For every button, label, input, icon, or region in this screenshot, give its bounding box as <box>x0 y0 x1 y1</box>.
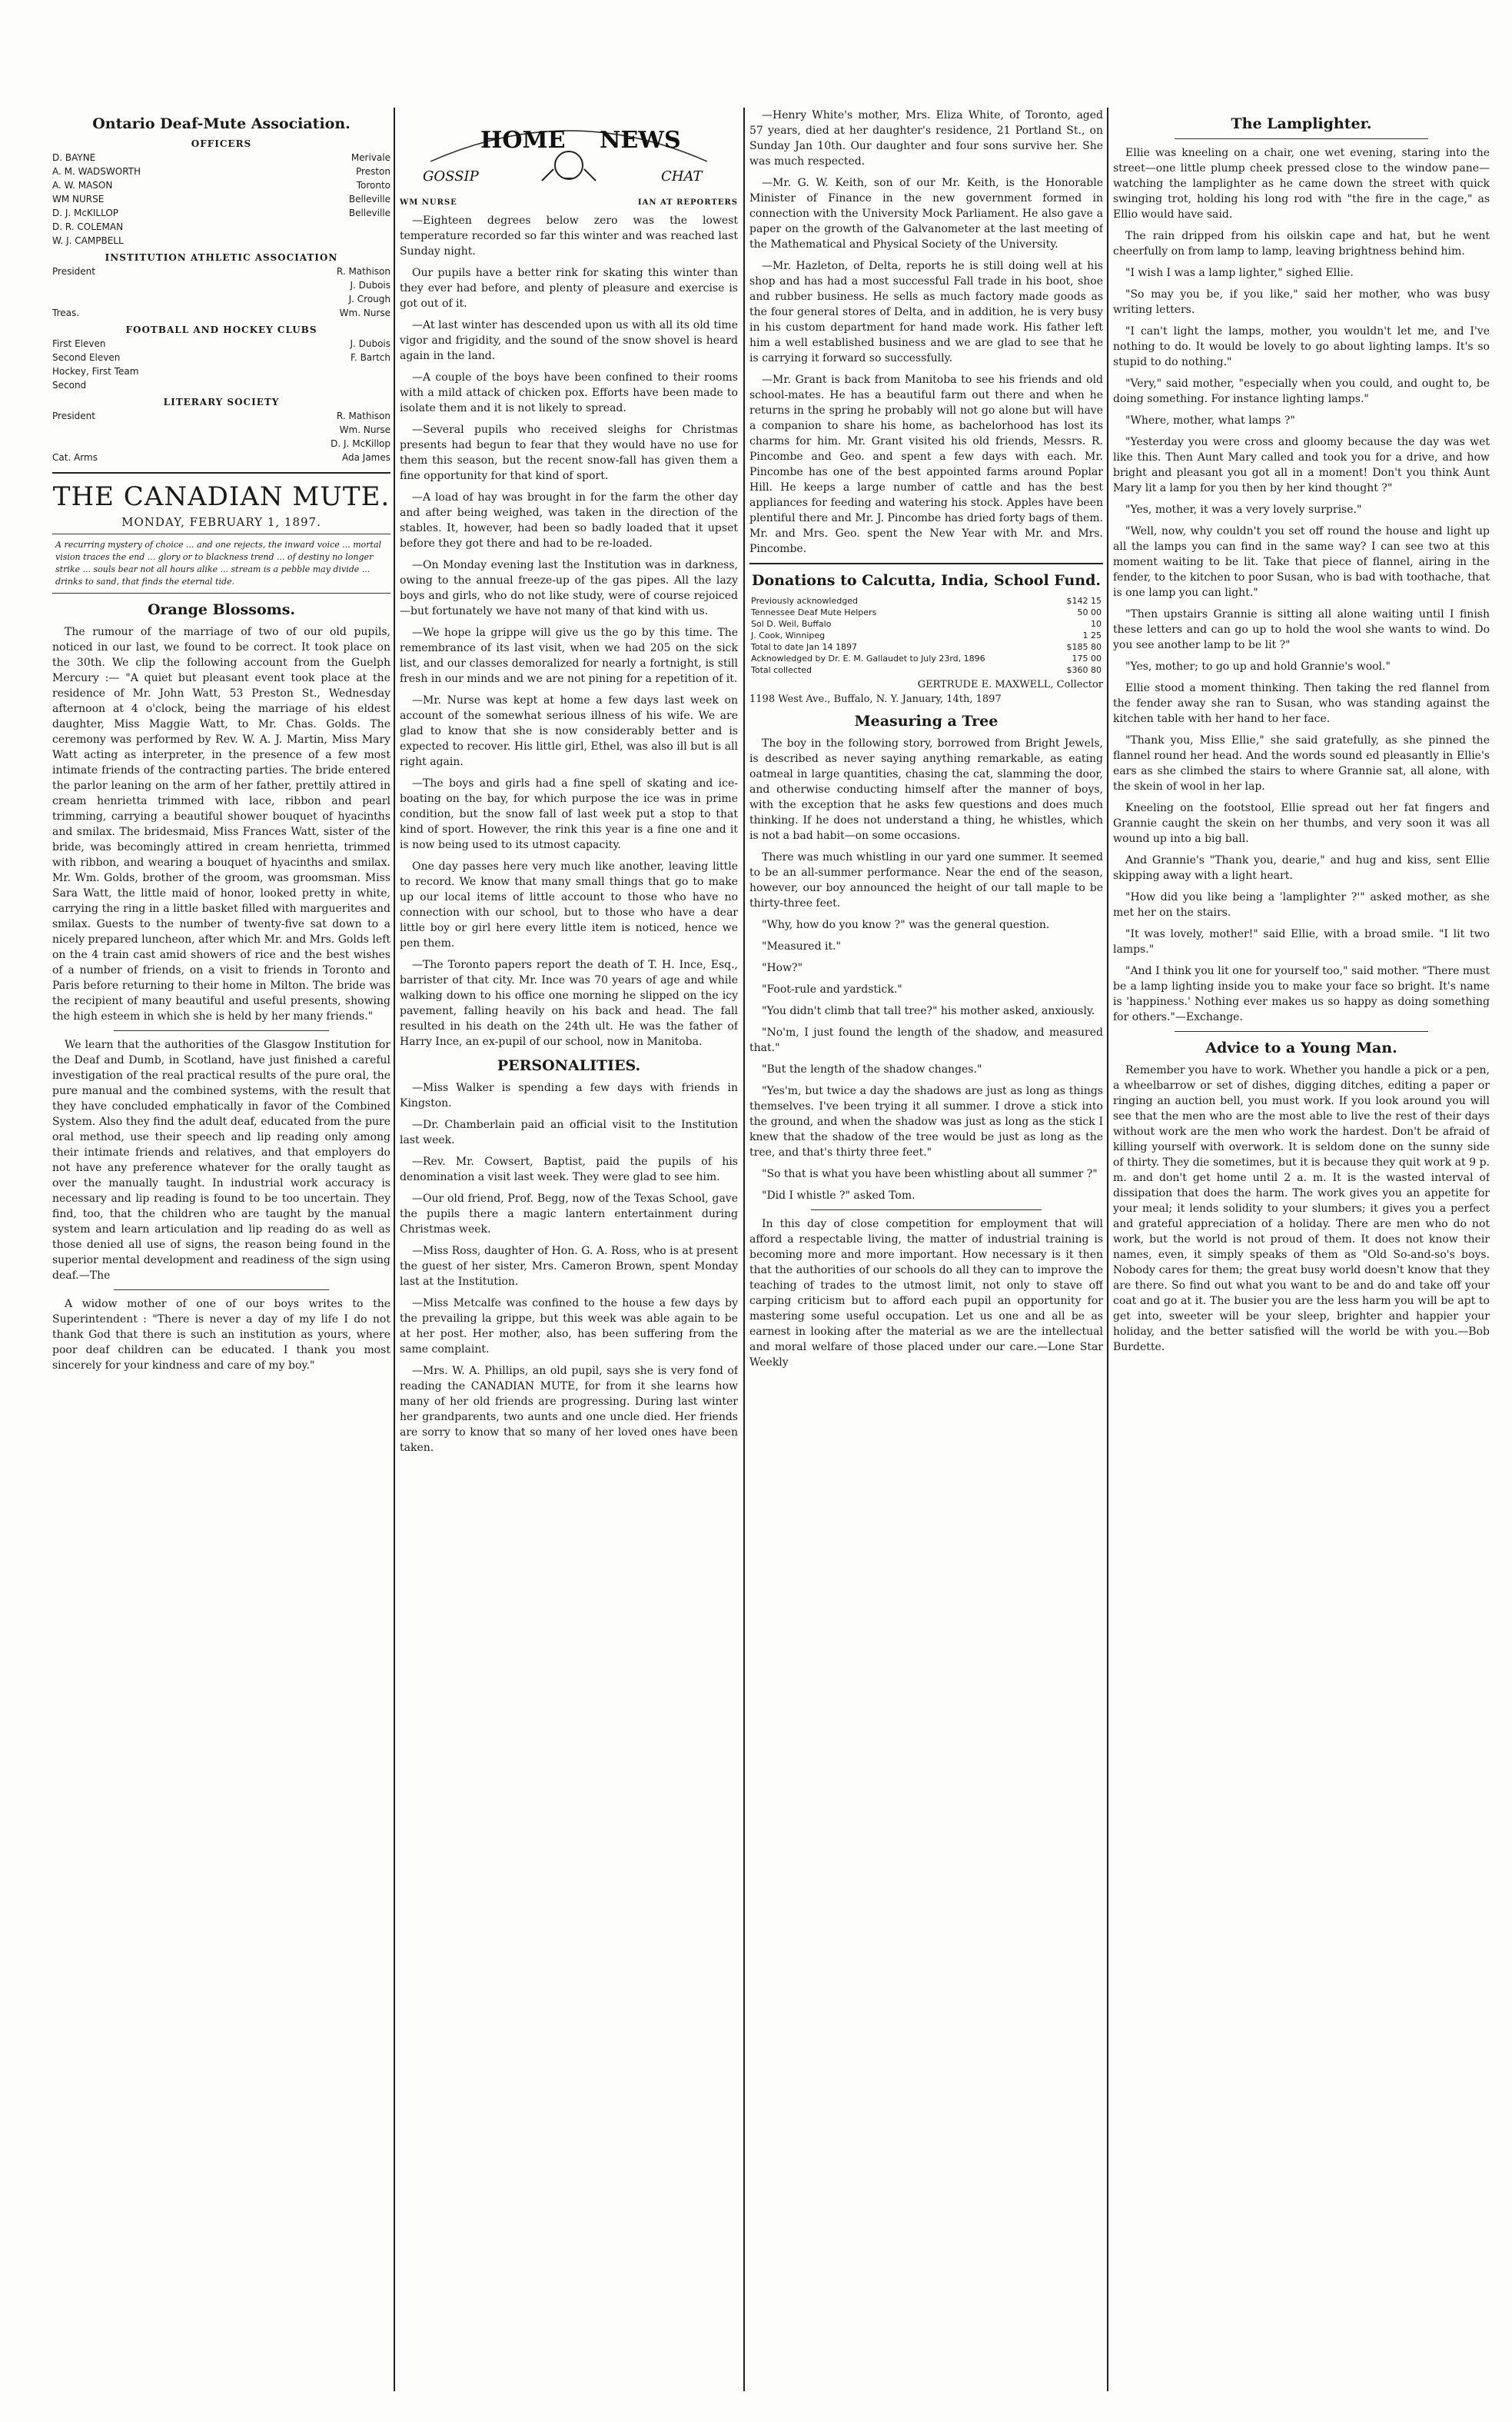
personalities-title: PERSONALITIES. <box>497 1057 641 1074</box>
divider <box>1175 1031 1428 1032</box>
athletic-row: J. Dubois <box>350 280 390 291</box>
story-paragraph: "Measured it." <box>762 940 841 953</box>
article-paragraph: The rumour of the marriage of two of our old pupils, noticed in our last, we found to be correct. It took place on the 30th. We clip the following account from the Guelph Mercury :— "A quiet but pleasant event took place at the residence of Mr. John Watt, 53 Preston St., Wednesday afternoon at 4 o'clock, being the marriage of his eldest daughter, Miss Maggie Watt, to Mr. Chas. Golds. The ceremony was performed by Rev. W. A. J. Martin, Miss Mary Watt acting as interpreter, in the presence of a few most intimate friends of the contracting parties. The bride entered the parlor leaning on the arm of her father, prettily attired in cream henrietta trimmed with lace, ribbon and pearl trimming, carrying a beautiful shower bouquet of hyacinths and smilax. The bridesmaid, Miss Frances Watt, sister of the bride, was becomingly attired in cream henrietta, trimmed with ribbon, and wearing a bouquet of hyacinths and smilax. Mr. Wm. Golds, brother of the groom, was groomsman. Miss Sara Watt, the little maid of honor, looked pretty in white, carrying the ring in a little basket filled with marguerites and smilax. Guests to the number of twenty-five sat down to a nicely prepared luncheon, after which Mr. and Mrs. Golds left on the 4 train cast amid showers of rice and the best wishes of a number of friends, on a visit to friends in Toronto and Paris before returning to their home in Milton. The bride was the recipient of many beautiful and useful presents, showing the high esteem in which she is held by her many friends." <box>52 626 390 1023</box>
divider <box>114 1289 329 1290</box>
divider <box>811 1209 1042 1210</box>
news-item: —The boys and girls had a fine spell of skating and ice-boating on the bay, for which purpose the ice was in prime condition, but the snow fall of last week put a stop to that kind of sport. However, the rink this year is a fine one and it is now being used to its utmost capacity. <box>400 777 738 851</box>
story-paragraph: "Yes, mother; to go up and hold Grannie's wool." <box>1125 660 1391 673</box>
table-row: Previously acknowledged $142 15 <box>751 596 1102 606</box>
story-paragraph: Ellie was kneeling on a chair, one wet evening, staring into the street—one little plump cheek pressed close to the window pane—watching the lamplighter as he came down the street with quick swinging trot, holding his long rod with "the fire in the cage," as Ellio would have said. <box>1113 147 1490 221</box>
officer-row: D. BAYNE Merivale <box>52 152 390 163</box>
officers-label: OFFICERS <box>191 138 252 149</box>
story-paragraph: "I wish I was a lamp lighter," sighed Ellie. <box>1125 267 1354 279</box>
masthead: THE CANADIAN MUTE. <box>52 481 390 512</box>
byline-left: WM NURSE <box>400 198 457 207</box>
banner-word-news: NEWS <box>600 127 681 154</box>
news-item: —A couple of the boys have been confined to their rooms with a mild attack of chicken pox. Efforts have been made to isolate them and it is not likely to spread. <box>400 371 738 414</box>
measuring-tree-title: Measuring a Tree <box>854 713 999 730</box>
story-paragraph: "I can't light the lamps, mother, you wouldn't let me, and I've nothing to do. It would be lovely to go about lighting lamps. It's so stupid to do nothing." <box>1113 325 1490 368</box>
story-paragraph: "Yes, mother, it was a very lovely surprise." <box>1125 504 1362 516</box>
athletic-list <box>52 264 390 320</box>
home-news-banner <box>400 108 738 192</box>
lamplighter-title: The Lamplighter. <box>1231 115 1372 132</box>
story-paragraph: "So that is what you have been whistling about all summer ?" <box>762 1168 1098 1180</box>
literary-label: LITERARY SOCIETY <box>163 397 280 408</box>
column-1 <box>52 108 390 2391</box>
literary-list <box>52 409 390 464</box>
news-item: —The Toronto papers report the death of T. H. Ince, Esq., barrister of that city. Mr. Ince was 70 years of age and while walking down to his office one morning he slipped on the icy pavement, falling heavily on his back and head. The fall resulted in his death on the 24th ult. He was the father of Harry Ince, an ex-pupil of our school, now in Manitoba. <box>400 959 738 1048</box>
news-item: —On Monday evening last the Institution was in darkness, owing to the annual freeze-up of the gas pipes. All the lazy boys and girls, who do not like study, were of course rejoiced—but fortunately we have not many of that kind with us. <box>400 559 738 617</box>
article-paragraph: Remember you have to work. Whether you handle a pick or a pen, a wheelbarrow or set of dishes, digging ditches, editing a paper or ringing an auction bell, you must work. If you look around you will see that the men who are the most able to live the rest of their days without work are the men who work the hardest. Don't be afraid of killing yourself with overwork. It is seldom done on the sunny side of thirty. They die sometimes, but it is because they quit work at 9 p. m. and don't get home until 2 a. m. It is the wasted interval of dissipation that does the harm. The work gives you an appetite for your meal; it lends solidity to your slumbers; it gives you a perfect and grateful appreciation of a holiday. There are men who do not work, but the world is not proud of them. It does not know their names, even, it simply speaks of them as "Old So-and-so's boys. Nobody cares for them; the great busy world doesn't know that they are there. So find out what you want to be and do and take off your coat and go at it. The busier you are the less harm you will be apt to get into, sweeter will be your sleep, brighter and happier your holiday, and the better satisfied will the world be with you.—Bob Burdette. <box>1113 1064 1490 1353</box>
news-item: —Eighteen degrees below zero was the lowest temperature recorded so far this winter and was reached last Sunday night. <box>400 215 738 258</box>
story-paragraph: Ellie stood a moment thinking. Then taking the red flannel from the fender away she ran to Susan, who was standing against the kitchen table with her hand to her face. <box>1113 682 1490 725</box>
news-item: Our pupils have a better rink for skating this winter than they ever had before, and plenty of pleasure and exercise is got out of it. <box>400 267 738 310</box>
athletic-label: INSTITUTION ATHLETIC ASSOCIATION <box>105 252 338 263</box>
hockey-row: First Eleven J. Dubois <box>52 338 390 349</box>
officer-row: A. M. WADSWORTH Preston <box>52 166 390 177</box>
news-item: One day passes here very much like another, leaving little to record. We know that many small things that go to make up our local items of little account to those who have no connection with our school, but to those who have a dear little boy or girl here every little item is noticed, hence we pen them. <box>400 860 738 950</box>
personal-item: —Our old friend, Prof. Begg, now of the Texas School, gave the pupils there a magic lantern entertainment during Christmas week. <box>400 1193 738 1236</box>
banner-word-gossip: GOSSIP <box>423 168 479 185</box>
table-row: Total to date Jan 14 1897 $185 80 <box>751 642 1102 652</box>
story-paragraph: "Foot-rule and yardstick." <box>762 983 902 996</box>
news-item: —Mr. G. W. Keith, son of our Mr. Keith, is the Honorable Minister of Finance in the new government formed in connection with the University Mock Parliament. He also gave a paper on the growth of the Galvanometer at the last meeting of the Mathematical and Physical Society of the University. <box>749 177 1103 251</box>
reporter-bylines <box>400 198 738 207</box>
table-row: Acknowledged by Dr. E. M. Gallaudet to July 23rd, 1896 175 00 <box>751 654 1102 664</box>
divider <box>52 472 390 474</box>
story-paragraph: The boy in the following story, borrowed from Bright Jewels, is described as never saying anything remarkable, as eating oatmeal in large quantities, chasing the cat, slamming the door, and otherwise conducting himself after the manner of boys, with the exception that he asks few questions and does much thinking. If he does not understand a thing, he whistles, which is not a bad habit—on some occasions. <box>749 737 1103 842</box>
story-paragraph: "How did you like being a 'lamplighter ?'" asked mother, as she met her on the stairs. <box>1113 891 1490 919</box>
athletic-row: President R. Mathison <box>52 266 390 277</box>
story-paragraph: Kneeling on the footstool, Ellie spread out her fat fingers and Grannie caught the skein on her thumbs, and very soon it was all wound up into a big ball. <box>1113 802 1490 845</box>
collector-address: 1198 West Ave., Buffalo, N. Y. January, 14th, 1897 <box>749 694 1002 705</box>
officer-row: D. J. McKILLOP Belleville <box>52 208 390 218</box>
story-paragraph: In this day of close competition for employment that will afford a respectable living, the matter of industrial training is becoming more and more important. How necessary is it then that the authorities of our schools do all they can to improve the teaching of trades to the utmost limit, not only to stave off carping criticism but to afford each pupil an opportunity for mastering some useful occupation. Let us one and all be as earnest in looking after the material as we are the intellectual and moral welfare of those placed under our care.—Lone Star Weekly <box>749 1218 1103 1369</box>
personal-item: —Mrs. W. A. Phillips, an old pupil, says she is very fond of reading the CANADIAN MUTE, for from it she learns how many of her old friends are progressing. During last winter her grandparents, two aunts and one uncle died. Her friends are sorry to know that so many of her loved ones have been taken. <box>400 1365 738 1454</box>
athletic-row: Treas. Wm. Nurse <box>52 308 390 318</box>
story-paragraph: "And I think you lit one for yourself too," said mother. "There must be a lamp lighting inside you to make your face so bright. It's name is 'happiness.' Nothing ever makes us so happy as doing something for others."—Exchange. <box>1113 965 1490 1023</box>
story-paragraph: "Thank you, Miss Ellie," she said gratefully, as she pinned the flannel round her head. And the words sound ed pleasantly in Ellie's ears as she climbed the stairs to where Grannie sat, all alone, with the skein of wool in her lap. <box>1113 734 1490 793</box>
news-item: —Henry White's mother, Mrs. Eliza White, of Toronto, aged 57 years, died at her daughter's residence, 21 Portland St., on Sunday Jan 10th. Our daughter and four sons survive her. She was much respected. <box>749 109 1103 168</box>
story-paragraph: "Very," said mother, "especially when you could, and ought to, be doing something. For instance lighting lamps." <box>1113 378 1490 405</box>
news-item: —Mr. Grant is back from Manitoba to see his friends and old school-mates. He has a beautiful farm out there and when he returns in the spring he probably will not go alone but will have a companion to share his home, as bachelorhood has lost its charms for him. Mr. Grant visited his old friends, Messrs. R. Pincombe and Geo. and spent a few days with each. Mr. Pincombe has one of the best appointed farms around Poplar Hill. He keeps a large number of cattle and has the best appliances for feeding and watering his stock. Apples have been plentiful there and Mr. J. Pincombe has dried forty bags of them. Mr. and Mrs. Geo. spent the New Year with Mr. and Mrs. Pincombe. <box>749 374 1103 555</box>
donations-table <box>749 595 1103 676</box>
column-2 <box>400 108 738 2391</box>
literary-row: Wm. Nurse <box>339 424 390 435</box>
epigraph-poem: A recurring mystery of choice ... and one rejects, the inward voice ... mortal vision traces the end ... glory or to blackness trend ... of destiny no longer strike ... souls bear not all hours alike ... stream is a pebble may divide ... drinks to sand, that finds the eternal tide. <box>52 534 390 594</box>
hockey-label: FOOTBALL AND HOCKEY CLUBS <box>125 324 317 335</box>
story-paragraph: "It was lovely, mother!" said Ellie, with a broad smile. "I lit two lamps." <box>1113 928 1490 956</box>
banner-word-home: HOME <box>480 127 566 154</box>
divider <box>1175 138 1428 139</box>
orange-blossoms-title: Orange Blossoms. <box>147 601 296 618</box>
story-paragraph: "Then upstairs Grannie is sitting all alone waiting until I finish these letters and can go up to hold the wool she wants to wind. Do you see another lamp to be lit ?" <box>1113 608 1490 651</box>
donations-title: Donations to Calcutta, India, School Fund. <box>752 572 1101 589</box>
column-rule <box>1107 108 1108 2391</box>
issue-date: MONDAY, FEBRUARY 1, 1897. <box>121 515 321 529</box>
officer-row: W. J. CAMPBELL <box>52 235 124 246</box>
news-item: —Mr. Nurse was kept at home a few days last week on account of the somewhat serious illness of his wife. We are glad to know that she is now considerably better and is expected to recover. His little girl, Ethel, was also ill but is all right again. <box>400 694 738 768</box>
news-item: —Mr. Hazleton, of Delta, reports he is still doing well at his shop and has had a most successful Fall trade in his boot, shoe and rubber business. He sells as much factory made goods as the four general stores of Delta, and in addition, he is very busy in his custom department for hand made work. His father left him a well established business and we are glad to see that he is carrying it forward so successfully. <box>749 260 1103 364</box>
news-item: —A load of hay was brought in for the farm the other day and after being weighed, was taken in the direction of the stables. It, however, had been so badly loaded that it upset before they got there and had to be re-loaded. <box>400 491 738 550</box>
banner-word-chat: CHAT <box>661 168 703 185</box>
column-3 <box>749 108 1103 2391</box>
news-item: —Several pupils who received sleighs for Christmas presents had begun to fear that they would have no use for them this season, but the recent snow-fall has given them a fine opportunity for that kind of sport. <box>400 424 738 482</box>
athletic-row: J. Crough <box>348 294 390 304</box>
byline-right: IAN AT REPORTERS <box>637 198 738 207</box>
literary-row: Cat. Arms Ada James <box>52 452 390 463</box>
news-item: —We hope la grippe will give us the go by this time. The remembrance of its last visit, when we had 205 on the sick list, and our classes demoralized for nearly a fortnight, is still fresh in our minds and we are not pining for a repetition of it. <box>400 627 738 685</box>
scroll-ornament-icon <box>542 169 596 181</box>
article-paragraph: A widow mother of one of our boys writes to the Superintendent : "There is never a day of my life I do not thank God that there is such an institution as yours, where poor deaf children can be educated. I thank you most sincerely for your kindness and care of my boy." <box>52 1298 390 1372</box>
article-paragraph: We learn that the authorities of the Glasgow Institution for the Deaf and Dumb, in Scotland, have just finished a careful investigation of the real practical results of the pure oral, the pure manual and the combined systems, with the result that they have concluded emphatically in favor of the Combined System. Also they find the adult deaf, educated from the pure oral method, use their speech and lip reading only among their intimate friends and relatives, and that employers do not have any preference whatever for the orally taught as over the manually taught. In industrial work accuracy is necessary and lip reading is found to be too uncertain. They find, too, that the children who are taught by the manual system and learn articulation and lip reading do as well as those denied all use of signs, the reason being found in the superior mental development and readiness of the sign using deaf.—The <box>52 1039 390 1282</box>
personal-item: —Miss Metcalfe was confined to the house a few days by the prevailing la grippe, but this week was able again to be at her post. Her mother, also, has been suffering from the same complaint. <box>400 1297 738 1356</box>
collector-signature: GERTRUDE E. MAXWELL, Collector <box>917 679 1103 690</box>
hockey-row: Second Eleven F. Bartch <box>52 352 390 363</box>
story-paragraph: "Did I whistle ?" asked Tom. <box>762 1189 916 1202</box>
story-paragraph: "Well, now, why couldn't you set off round the house and light up all the lamps you can find in the same way? I can see two at this moment waiting to be lit. Take that piece of flannel, airing in the fender, to the kitchen to poor Susan, who is bad with toothache, that is one lamp you can light." <box>1113 525 1490 599</box>
table-row: J. Cook, Winnipeg 1 25 <box>751 630 1102 640</box>
officer-row: WM NURSE Belleville <box>52 194 390 205</box>
bird-emblem-icon <box>555 151 583 179</box>
home-news-illustration <box>407 108 730 192</box>
story-paragraph: "Yes'm, but twice a day the shadows are just as long as things themselves. I've been trying it all summer. I drove a stick into the ground, and when the shadow was just as long as the stick I knew that the shadow of the tree would be just as long as the tree, and that's thirty three feet." <box>749 1085 1103 1159</box>
hockey-list <box>52 337 390 392</box>
divider <box>749 563 1103 564</box>
story-paragraph: "Yesterday you were cross and gloomy because the day was wet like this. Then Aunt Mary called and took you for a drive, and how bright and pleasant you got all in a moment! Don't you think Aunt Mary lit a lamp for you then by her kind thought ?" <box>1113 436 1490 494</box>
story-paragraph: There was much whistling in our yard one summer. It seemed to be an all-summer performance. Near the end of the season, however, our boy announced the height of our tall maple to be thirty-three feet. <box>749 851 1103 910</box>
table-row: Tennessee Deaf Mute Helpers 50 00 <box>751 607 1102 617</box>
officer-row: A. W. MASON Toronto <box>52 180 390 191</box>
table-row: Sol D. Weil, Buffalo 10 <box>751 619 1102 629</box>
column-rule <box>394 108 395 2391</box>
divider <box>114 1030 329 1031</box>
literary-row: President R. Mathison <box>52 411 390 421</box>
personal-item: —Dr. Chamberlain paid an official visit to the Institution last week. <box>400 1119 738 1146</box>
officers-list <box>52 151 390 248</box>
personal-item: —Rev. Mr. Cowsert, Baptist, paid the pupils of his denomination a visit last week. They were glad to see him. <box>400 1156 738 1183</box>
column-rule <box>743 108 745 2391</box>
hockey-row: Hockey, First Team <box>52 366 139 377</box>
table-row: Total collected $360 80 <box>751 665 1102 675</box>
story-paragraph: "Where, mother, what lamps ?" <box>1125 414 1295 427</box>
personal-item: —Miss Walker is spending a few days with friends in Kingston. <box>400 1082 738 1110</box>
story-paragraph: "No'm, I just found the length of the shadow, and measured that." <box>749 1026 1103 1054</box>
story-paragraph: The rain dripped from his oilskin cape and hat, but he went cheerfully on from lamp to lamp, leaving brightness behind him. <box>1113 230 1490 258</box>
hockey-row: Second <box>52 380 87 391</box>
news-item: —At last winter has descended upon us with all its old time vigor and frigidity, and the sound of the snow shovel is heard again in the land. <box>400 319 738 362</box>
column-4 <box>1113 108 1490 2391</box>
association-title: Ontario Deaf-Mute Association. <box>92 115 351 132</box>
story-paragraph: "So may you be, if you like," said her mother, who was busy writing letters. <box>1113 288 1490 316</box>
literary-row: D. J. McKillop <box>331 438 390 449</box>
story-paragraph: "But the length of the shadow changes." <box>762 1063 982 1076</box>
story-paragraph: And Grannie's "Thank you, dearie," and hug and kiss, sent Ellie skipping away with a light heart. <box>1113 854 1490 882</box>
story-paragraph: "Why, how do you know ?" was the general question. <box>762 919 1050 931</box>
officer-row: D. R. COLEMAN <box>52 221 124 232</box>
personal-item: —Miss Ross, daughter of Hon. G. A. Ross, who is at present the guest of her sister, Mrs. Cameron Brown, spent Monday last at the Institution. <box>400 1245 738 1288</box>
story-paragraph: "How?" <box>762 962 803 974</box>
story-paragraph: "You didn't climb that tall tree?" his mother asked, anxiously. <box>762 1005 1095 1017</box>
advice-title: Advice to a Young Man. <box>1205 1040 1397 1056</box>
